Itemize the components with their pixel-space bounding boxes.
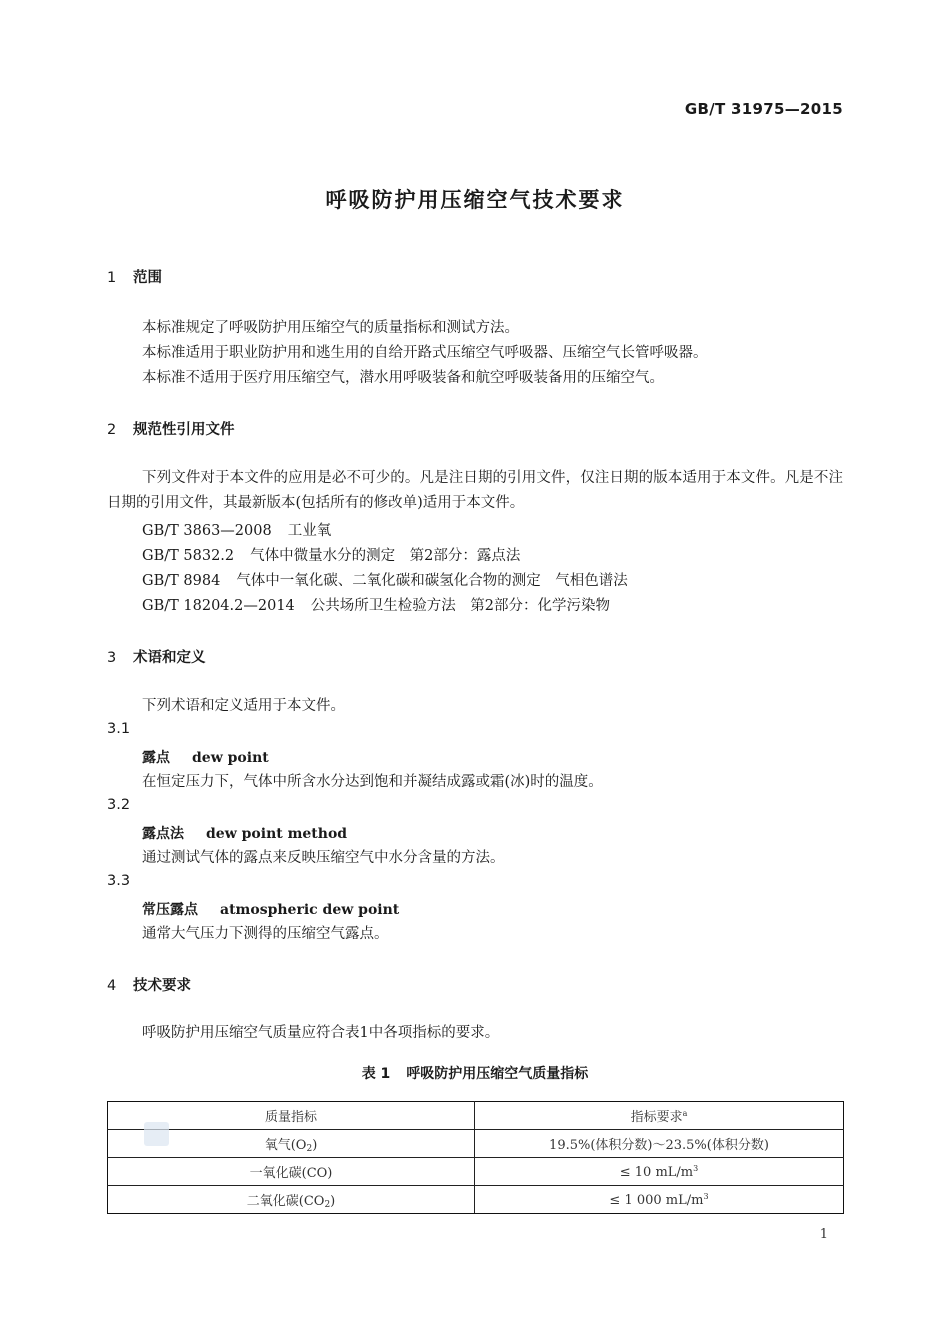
standard-number: GB/T 31975—2015 [684, 100, 843, 118]
section-title: 术语和定义 [133, 650, 206, 666]
paragraph: 本标准适用于职业防护用和逃生用的自给开路式压缩空气呼吸器、压缩空气长管呼吸器。 [142, 345, 708, 361]
requirement-text: ≤ 1 000 mL/m [609, 1192, 704, 1208]
term-definition: 通过测试气体的露点来反映压缩空气中水分含量的方法。 [142, 850, 505, 866]
table-header-row [108, 1102, 844, 1130]
table-cell-requirement [475, 1186, 844, 1214]
section-3-heading [107, 646, 206, 667]
section-number: 3 [107, 650, 117, 666]
term-en: atmospheric dew point [220, 902, 400, 918]
paragraph: 本标准规定了呼吸防护用压缩空气的质量指标和测试方法。 [142, 320, 519, 336]
term-zh: 露点法 [142, 826, 184, 842]
section-2-heading [107, 418, 235, 439]
item-text-end: ) [330, 1193, 336, 1209]
term-definition: 通常大气压力下测得的压缩空气露点。 [142, 926, 389, 942]
section-title: 规范性引用文件 [133, 422, 235, 438]
item-text: 氧气(O [264, 1137, 307, 1153]
section-title: 范围 [133, 270, 162, 286]
item-text: 二氧化碳(CO [246, 1193, 325, 1209]
reference-title: 工业氧 [287, 523, 332, 539]
reference-code: GB/T 5832.2 [142, 548, 235, 564]
reference-item [142, 569, 628, 590]
term-heading [142, 823, 347, 843]
table-cell-item [108, 1186, 475, 1214]
table-row [108, 1158, 844, 1186]
term-en: dew point method [206, 826, 348, 842]
superscript: 3 [703, 1191, 709, 1201]
watermark-logo [144, 1122, 169, 1146]
item-text-end: ) [312, 1137, 318, 1153]
reference-item [142, 544, 520, 565]
quality-table [107, 1101, 844, 1214]
reference-code: GB/T 8984 [142, 573, 221, 589]
table-caption [0, 1063, 950, 1083]
reference-code: GB/T 3863—2008 [142, 523, 272, 539]
term-zh: 露点 [142, 750, 170, 766]
header-quality-item: 质量指标 [108, 1102, 475, 1130]
superscript: 3 [693, 1163, 699, 1173]
subscript: 2 [306, 1143, 313, 1154]
table-row [108, 1186, 844, 1214]
section-4-heading [107, 974, 191, 995]
paragraph: 本标准不适用于医疗用压缩空气，潜水用呼吸装备和航空呼吸装备用的压缩空气。 [142, 370, 664, 386]
table-cell-requirement [475, 1158, 844, 1186]
table-cell-requirement: 19.5%(体积分数)～23.5%(体积分数) [475, 1130, 844, 1158]
section-title: 技术要求 [133, 978, 191, 994]
term-zh: 常压露点 [142, 902, 198, 918]
term-heading [142, 899, 399, 919]
page-number: 1 [819, 1227, 828, 1242]
paragraph: 呼吸防护用压缩空气质量应符合表1中各项指标的要求。 [142, 1025, 500, 1041]
term-en: dew point [192, 750, 269, 766]
reference-title: 气体中微量水分的测定 第2部分：露点法 [250, 548, 521, 564]
header-requirement-label: 指标要求 [630, 1110, 683, 1125]
section-1-heading [107, 266, 162, 287]
paragraph: 下列文件对于本文件的应用是必不可少的。凡是注日期的引用文件，仅注日期的版本适用于本文件。凡是不注日期的引用文件，其最新版本(包括所有的修改单)适用于本文件。 [107, 470, 843, 511]
reference-code: GB/T 18204.2—2014 [142, 598, 295, 614]
subscript: 2 [324, 1199, 331, 1210]
table-cell-item: 一氧化碳(CO) [108, 1158, 475, 1186]
reference-item [142, 594, 610, 615]
requirement-text: ≤ 10 mL/m [619, 1164, 694, 1180]
section-number: 4 [107, 978, 117, 994]
term-number: 3.2 [107, 797, 131, 813]
header-requirement [475, 1102, 844, 1130]
paragraph: 下列术语和定义适用于本文件。 [142, 698, 345, 714]
document-title: 呼吸防护用压缩空气技术要求 [325, 188, 625, 212]
term-number: 3.1 [107, 721, 131, 737]
reference-item [142, 519, 331, 540]
reference-title: 气体中一氧化碳、二氧化碳和碳氢化合物的测定 气相色谱法 [236, 573, 628, 589]
term-definition: 在恒定压力下，气体中所含水分达到饱和并凝结成露或霜(冰)时的温度。 [142, 774, 603, 790]
footnote-mark: a [682, 1109, 688, 1118]
section-number: 2 [107, 422, 117, 438]
table-row [108, 1130, 844, 1158]
term-number: 3.3 [107, 873, 131, 889]
table-caption-number: 表 1 [361, 1066, 391, 1082]
term-heading [142, 747, 269, 767]
table-caption-title: 呼吸防护用压缩空气质量指标 [406, 1066, 589, 1082]
reference-title: 公共场所卫生检验方法 第2部分：化学污染物 [310, 598, 611, 614]
section-number: 1 [107, 270, 117, 286]
